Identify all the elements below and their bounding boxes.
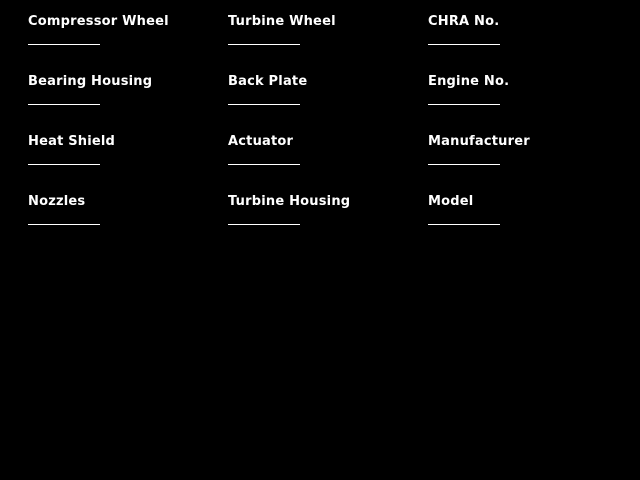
field-manufacturer[interactable] bbox=[428, 134, 628, 194]
field-input-underline[interactable] bbox=[428, 44, 500, 45]
field-turbine-wheel[interactable] bbox=[228, 14, 428, 74]
field-input-underline[interactable] bbox=[28, 224, 100, 225]
field-label: Bearing Housing bbox=[28, 74, 153, 89]
field-label: Manufacturer bbox=[428, 134, 530, 149]
field-input-underline[interactable] bbox=[428, 104, 500, 105]
field-nozzles[interactable] bbox=[28, 194, 228, 254]
field-label: Model bbox=[428, 194, 474, 209]
field-input-underline[interactable] bbox=[428, 224, 500, 225]
field-input-underline[interactable] bbox=[28, 164, 100, 165]
field-turbine-housing[interactable] bbox=[228, 194, 428, 254]
field-input-underline[interactable] bbox=[428, 164, 500, 165]
field-label: Actuator bbox=[228, 134, 294, 149]
field-grid bbox=[28, 14, 628, 254]
field-input-underline[interactable] bbox=[28, 104, 100, 105]
field-input-underline[interactable] bbox=[28, 44, 100, 45]
field-label: Back Plate bbox=[228, 74, 308, 89]
field-input-underline[interactable] bbox=[228, 224, 300, 225]
field-input-underline[interactable] bbox=[228, 44, 300, 45]
field-engine-no[interactable] bbox=[428, 74, 628, 134]
field-input-underline[interactable] bbox=[228, 104, 300, 105]
field-chra-no[interactable] bbox=[428, 14, 628, 74]
field-input-underline[interactable] bbox=[228, 164, 300, 165]
field-label: CHRA No. bbox=[428, 14, 500, 29]
field-label: Compressor Wheel bbox=[28, 14, 169, 29]
field-heat-shield[interactable] bbox=[28, 134, 228, 194]
field-compressor-wheel[interactable] bbox=[28, 14, 228, 74]
field-label: Turbine Housing bbox=[228, 194, 351, 209]
field-label: Heat Shield bbox=[28, 134, 116, 149]
field-label: Turbine Wheel bbox=[228, 14, 336, 29]
field-bearing-housing[interactable] bbox=[28, 74, 228, 134]
field-model[interactable] bbox=[428, 194, 628, 254]
field-back-plate[interactable] bbox=[228, 74, 428, 134]
field-label: Nozzles bbox=[28, 194, 86, 209]
field-label: Engine No. bbox=[428, 74, 510, 89]
field-actuator[interactable] bbox=[228, 134, 428, 194]
